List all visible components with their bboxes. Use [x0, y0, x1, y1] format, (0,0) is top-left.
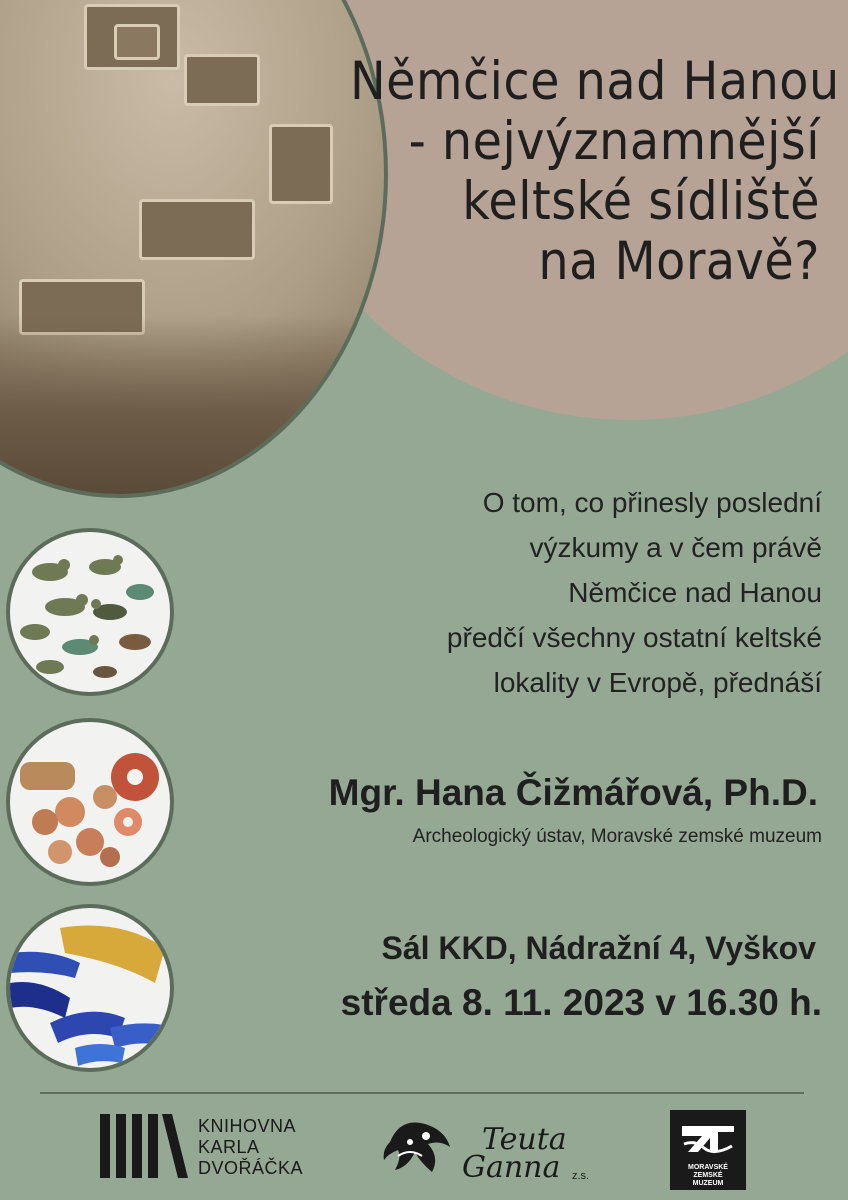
description-line-4: předčí všechny ostatní keltské [446, 622, 822, 653]
teuta-ganna-emblem-icon [380, 1112, 460, 1182]
library-logo-line-2: KARLA [198, 1137, 260, 1157]
teuta-logo-line-2: Ganna [462, 1150, 561, 1185]
library-logo [100, 1112, 360, 1182]
description-line-2: výzkumy a v čem právě [529, 532, 822, 563]
museum-logo [670, 1110, 746, 1190]
event-title [350, 51, 840, 292]
title-line-3: keltské sídliště [462, 171, 820, 232]
speaker-affiliation: Archeologický ústav, Moravské zemské muzeum [412, 826, 822, 847]
description-line-1: O tom, co přinesly poslední [482, 487, 822, 518]
event-venue: Sál KKD, Nádražní 4, Vyškov [381, 930, 816, 966]
title-line-4: na Moravě? [538, 231, 820, 292]
teuta-ganna-logo [380, 1108, 610, 1188]
description-line-5: lokality v Evropě, přednáší [493, 667, 822, 698]
museum-logo-line-3: MUZEUM [692, 1180, 724, 1187]
bronze-birds-photo [6, 528, 174, 696]
title-line-1: Němčice nad Hanou [350, 51, 840, 112]
library-bars-icon [100, 1112, 188, 1180]
museum-mark-icon [678, 1118, 738, 1160]
glass-bracelets-photo [6, 904, 174, 1072]
lecture-description [262, 480, 822, 705]
title-line-2: - nejvýznamnější [408, 111, 820, 172]
excavation-photo [0, 0, 388, 498]
library-logo-line-1: KNIHOVNA [198, 1116, 297, 1136]
celtic-beads-photo [6, 718, 174, 886]
description-line-3: Němčice nad Hanou [568, 577, 822, 608]
teuta-logo-line-1: Teuta [482, 1122, 567, 1157]
footer-divider [40, 1092, 804, 1094]
teuta-logo-suffix: z.s. [572, 1170, 590, 1182]
speaker-name: Mgr. Hana Čižmářová, Ph.D. [328, 772, 818, 813]
event-datetime: středa 8. 11. 2023 v 16.30 h. [340, 982, 822, 1023]
museum-logo-line-1: MORAVSKÉ [688, 1164, 728, 1171]
museum-logo-line-2: ZEMSKÉ [693, 1172, 723, 1179]
library-logo-line-3: DVOŘÁČKA [198, 1158, 304, 1178]
